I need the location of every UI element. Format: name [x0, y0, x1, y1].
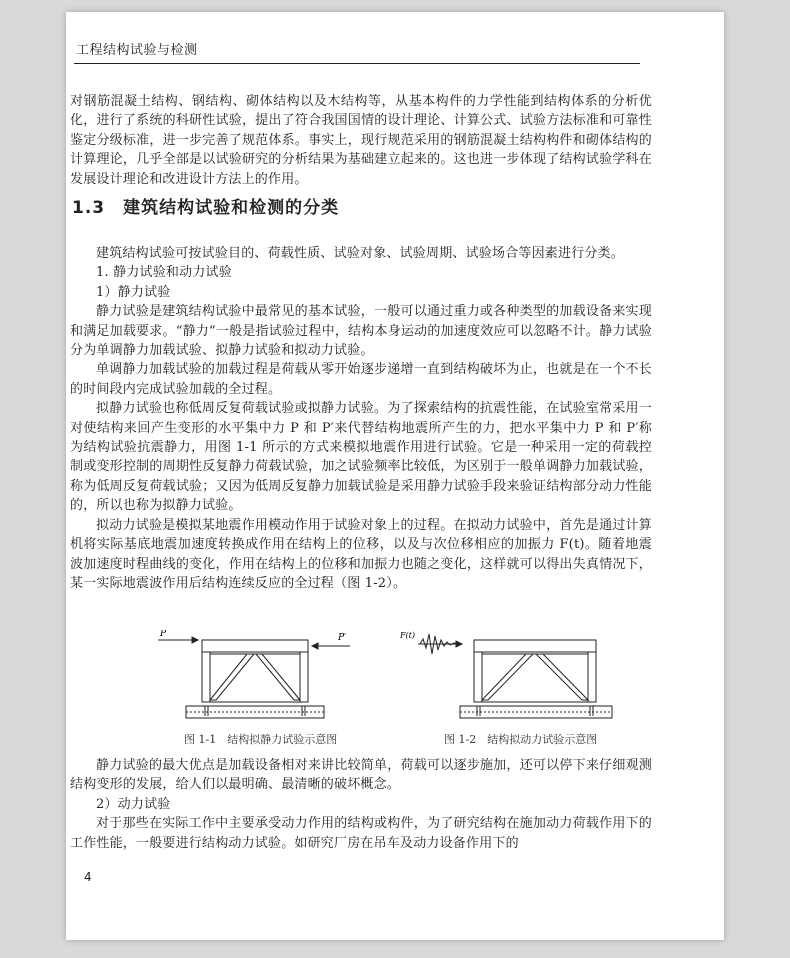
running-header-title: 工程结构试验与检测 — [76, 43, 198, 58]
paragraph-static-3: 拟静力试验也称低周反复荷载试验或拟静力试验。为了探索结构的抗震性能，在试验室常采用一对使结构来回产生变形的水平集中力 P 和 P′来代替结构地震所产生的力，把水平集中力 P 和 P′称为结构试验抗震静力，用图 1-1 所示的方式来模拟地震作用进行试验。它是一种采用一定的荷载控制或变形控制的周期性反复静力荷载试验，加之试验频率比较低，为区别于一般单调静力加载试验，称为低周反复荷载试验；又因为低周反复静力加载试验是采用静力试验手段来验证结构部分动力性能的，所以也称为拟静力试验。 — [70, 401, 652, 514]
section-number: 1.3 — [72, 198, 106, 218]
header-rule — [74, 63, 640, 64]
truss-right-post — [300, 652, 308, 702]
intro-paragraph: 对钢筋混凝土结构、钢结构、砌体结构以及木结构等，从基本构件的力学性能到结构体系的分析优化，进行了系统的科研性试验，提出了符合我国国情的设计理论、计算公式、试验方法标准和可靠性鉴定分级标准，进一步完善了规范体系。事实上，现行规范采用的钢筋混凝土结构构件和砌体结构的计算理论，几乎全部是以试验研究的分析结果为基础建立起来的。这也进一步体现了结构试验学科在发展设计理论和改进设计方法上的作用。 — [70, 94, 652, 187]
label-f-t: F(t) — [400, 631, 416, 640]
paragraph-static-1: 静力试验是建筑结构试验中最常见的基本试验，一般可以通过重力或各种类型的加载设备来实现和满足加载要求。“静力”一般是指试验过程中，结构本身运动的加速度效应可以忽略不计。静力试验分为单调静力加载试验、拟静力试验和拟动力试验。 — [70, 304, 652, 359]
truss-top-chord — [474, 640, 596, 652]
label-p: P — [160, 630, 167, 639]
truss-top-chord — [202, 640, 308, 652]
paragraph-after-figures: 静力试验的最大优点是加载设备相对来讲比较简单，荷载可以逐步施加，还可以停下来仔细观测结构变形的发展，给人们以最明确、最清晰的破坏概念。 — [70, 758, 652, 793]
paragraph-dynamic: 对于那些在实际工作中主要承受动力作用的结构或构件，为了研究结构在施加动力荷载作用下的工作性能，一般要进行结构动力试验。如研究厂房在吊车及动力设备作用下的 — [70, 816, 652, 851]
figure-pseudo-dynamic-diagram — [398, 630, 620, 725]
subheading-static-dynamic: 1. 静力试验和动力试验 — [96, 265, 232, 281]
page-number: 4 — [84, 870, 92, 884]
paragraph-static-4: 拟动力试验是模拟某地震作用模动作用于试验对象上的过程。在拟动力试验中，首先是通过计算机将实际基底地震加速度转换成作用在结构上的位移，以及与次位移相应的加振力 F(t)。随着地震波加速度时程曲线的变化，作用在结构上的位移和加振力也随之变化，这样就可以得出失真情况下，某一实际地震波作用后结构连续反应的全过程（图 1-2）。 — [70, 517, 652, 591]
figure-2-caption: 图 1-2 结构拟动力试验示意图 — [444, 733, 598, 746]
section-intro-paragraph: 建筑结构试验可按试验目的、荷载性质、试验对象、试验周期、试验场合等因素进行分类。 — [96, 246, 625, 261]
label-p-prime: P′ — [338, 633, 347, 643]
section-heading — [72, 193, 339, 218]
truss-left-post — [202, 652, 210, 702]
subheading-static: 1）静力试验 — [96, 284, 171, 300]
static-text-block — [70, 244, 652, 593]
intro-text-block — [70, 92, 652, 189]
truss-right-post — [588, 652, 596, 702]
truss-left-post — [474, 652, 482, 702]
dynamic-text-block — [70, 756, 652, 853]
truss-diagonal-left — [210, 654, 254, 700]
truss-diagonal-right — [256, 654, 300, 700]
section-title: 建筑结构试验和检测的分类 — [123, 198, 340, 218]
truss-diagonal-left — [482, 654, 533, 700]
figure-1-caption: 图 1-1 结构拟静力试验示意图 — [184, 733, 338, 746]
paragraph-static-2: 单调静力加载试验的加载过程是荷载从零开始逐步递增一直到结构破坏为止，也就是在一个不长的时间段内完成试验加载的全过程。 — [70, 362, 652, 397]
subheading-dynamic: 2）动力试验 — [96, 796, 171, 812]
arrow-head-p — [192, 637, 198, 643]
figure-quasi-static-diagram — [150, 630, 360, 725]
arrow-head-p-prime — [312, 643, 318, 649]
truss-diagonal-right — [536, 654, 588, 700]
